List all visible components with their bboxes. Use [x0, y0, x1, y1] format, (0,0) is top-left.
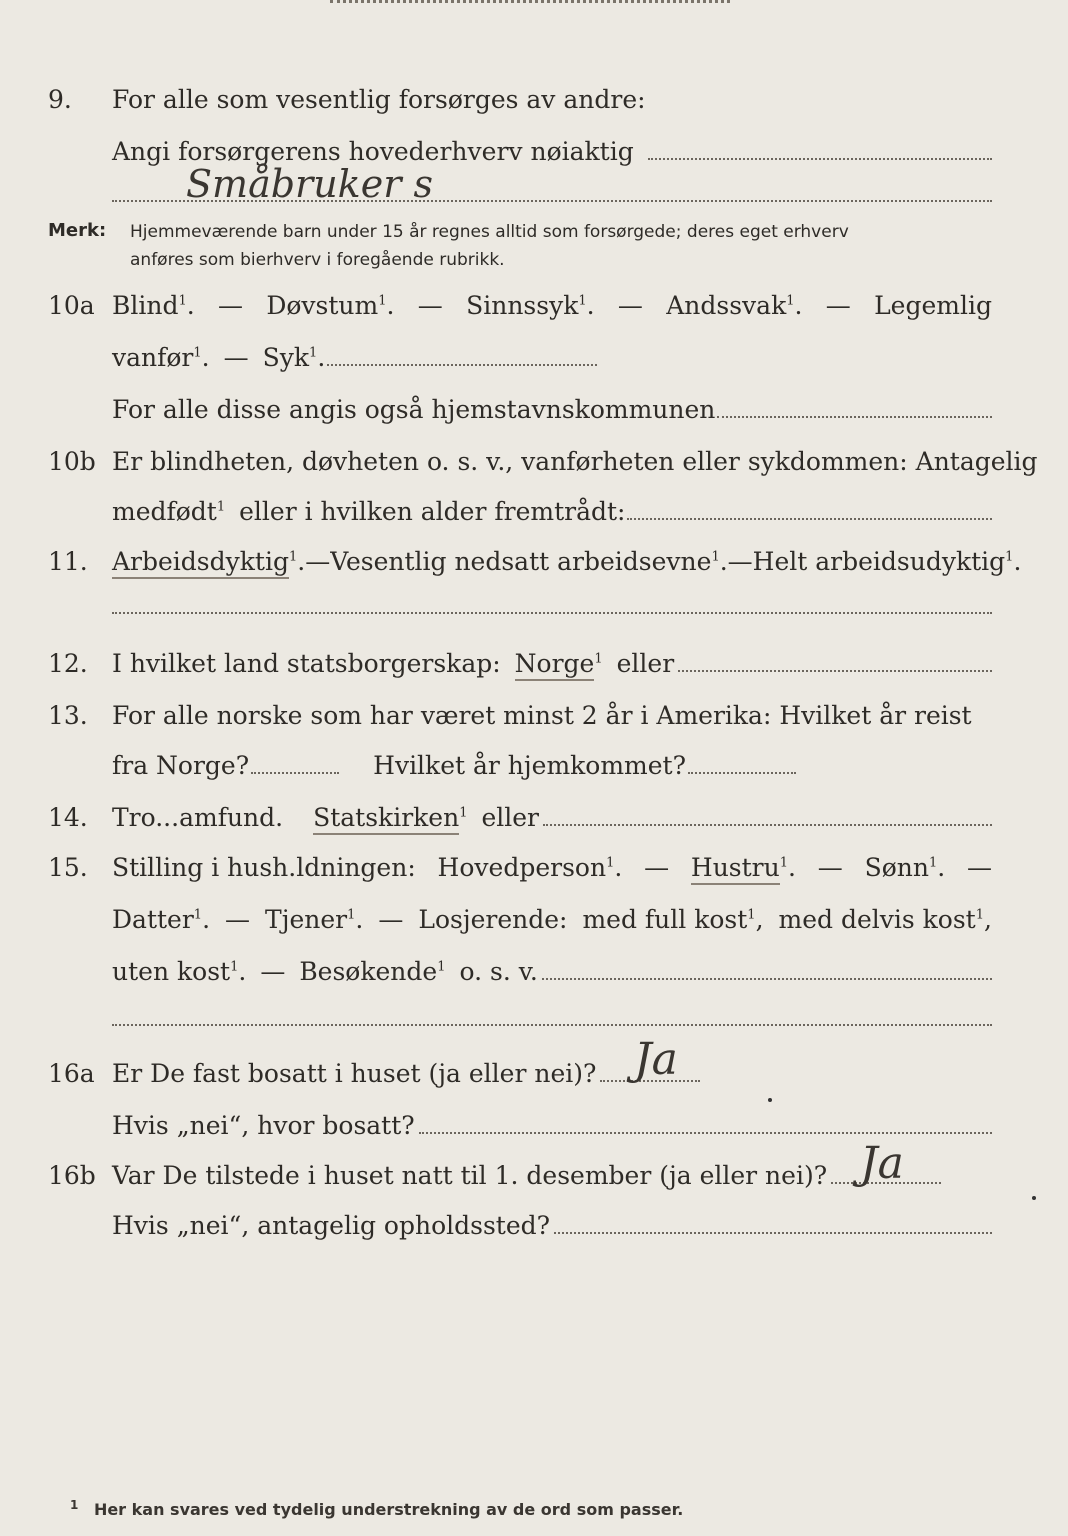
q15-uten-kost[interactable]: uten kost$^1$.	[112, 957, 247, 986]
q13-number: 13.	[48, 701, 88, 730]
q16a-hvis-nei: Hvis „nei“, hvor bosatt?	[112, 1111, 415, 1140]
q15-line3: uten kost$^1$. — Besøkende$^1$ o. s. v.	[112, 956, 992, 988]
q13-line2	[112, 750, 992, 782]
page-top-edge	[330, 0, 730, 9]
q10a-number: 10a	[48, 291, 95, 320]
q15-osv: o. s. v.	[459, 957, 538, 986]
q11-arbeidsdyktig[interactable]: Arbeidsdyktig$^1$.	[112, 546, 305, 578]
q11-udyktig[interactable]: Helt arbeidsudyktig$^1$.	[752, 547, 1022, 576]
q16a-line1	[112, 1058, 992, 1090]
q13-reist: fra Norge?	[112, 751, 250, 780]
q9-line1	[112, 84, 992, 116]
q10a-dovstum: Døvstum$^1$.	[266, 291, 395, 320]
q14-field[interactable]	[543, 824, 992, 826]
q9-handwritten-answer: Småbruker s	[186, 162, 433, 206]
q9-text2: Angi forsørgerens hovederhverv nøiaktig	[112, 137, 634, 166]
q12-field[interactable]	[678, 670, 992, 672]
q16a-number: 16a	[48, 1059, 95, 1088]
q12-norge[interactable]: Norge$^1$	[515, 648, 603, 680]
q11-answer-line[interactable]	[112, 612, 992, 614]
merk-line2: anføres som bierhverv i foregående rubrikk.	[130, 250, 505, 270]
q15-line2: Datter$^1$. — Tjener$^1$. — Losjerende: med full kost$^1$, med delvis kost$^1$,	[112, 905, 992, 934]
q13-line1	[112, 700, 992, 732]
q15-tjener[interactable]: Tjener$^1$.	[265, 905, 364, 934]
q14-line	[112, 802, 992, 834]
q14-text: Tro...amfund.	[112, 803, 284, 832]
q13-hjemkommet: Hvilket år hjemkommet?	[373, 751, 687, 780]
q15-stilling: Stilling i hush.ldningen:	[112, 853, 416, 882]
q13-reist-field[interactable]	[251, 772, 339, 774]
q15-hustru[interactable]: Hustru$^1$.	[691, 852, 796, 884]
q10b-medfodt: medfødt$^1$	[112, 497, 226, 526]
q13-text: For alle norske som har været minst 2 år i Amerika: Hvilket år reist	[112, 701, 972, 730]
q9-number: 9.	[48, 85, 72, 114]
q16b-text: Var De tilstede i huset natt til 1. desember (ja eller nei)?	[112, 1161, 828, 1190]
q15-answer-line[interactable]	[112, 1024, 992, 1026]
q14-eller: eller	[481, 803, 540, 832]
q15-sonn[interactable]: Sønn$^1$.	[864, 853, 946, 882]
q14-number: 14.	[48, 803, 88, 832]
q15-line1: Stilling i hush.ldningen: Hovedperson$^1$. — Hustru$^1$. — Sønn$^1$. —	[112, 852, 992, 884]
ink-speck	[768, 1098, 772, 1102]
q16a-text: Er De fast bosatt i huset (ja eller nei)?	[112, 1059, 597, 1088]
q15-full-kost[interactable]: med full kost$^1$,	[582, 905, 764, 934]
q11-line: Arbeidsdyktig$^1$. — Vesentlig nedsatt arbeidsevne$^1$. — Helt arbeidsudyktig$^1$.	[112, 546, 992, 578]
q10a-line1: Blind$^1$. — Døvstum$^1$. — Sinnssyk$^1$. — Andssvak$^1$. — Legemlig	[112, 291, 992, 320]
q10a-line3	[112, 394, 992, 426]
q13-hjemkommet-field[interactable]	[688, 772, 796, 774]
ink-speck	[1032, 1196, 1036, 1200]
q10a-andssvak: Andssvak$^1$.	[666, 291, 803, 320]
q11-number: 11.	[48, 547, 88, 576]
q12-line	[112, 648, 992, 680]
merk-line1: Hjemmeværende barn under 15 år regnes alltid som forsørgede; deres eget erhverv	[130, 222, 849, 242]
q10a-blind: Blind$^1$.	[112, 291, 195, 320]
q15-number: 15.	[48, 853, 88, 882]
q15-field[interactable]	[542, 978, 992, 980]
q15-besokende[interactable]: Besøkende$^1$	[299, 957, 446, 986]
q10a-line2: vanfør$^1$. — Syk$^1$.	[112, 342, 992, 374]
q10a-legemlig: Legemlig	[874, 291, 992, 320]
q10b-line1	[112, 446, 1038, 478]
q15-datter[interactable]: Datter$^1$.	[112, 905, 211, 934]
q16b-line2	[112, 1210, 992, 1242]
q16b-opphold-field[interactable]	[554, 1232, 992, 1234]
q15-losjerende: Losjerende:	[418, 905, 568, 934]
q10a-syk-field[interactable]	[327, 364, 597, 366]
q10a-syk: Syk$^1$.	[262, 343, 326, 372]
q9-text: For alle som vesentlig forsørges av andre:	[112, 85, 646, 114]
q16a-handwritten-answer: Ja	[634, 1034, 678, 1085]
q10b-field[interactable]	[627, 518, 992, 520]
footnote	[70, 1497, 684, 1519]
q16b-handwritten-answer: Ja	[860, 1138, 904, 1189]
q9-answer-line[interactable]	[112, 200, 992, 202]
q10b-line2	[112, 496, 992, 528]
q9-answer-field[interactable]	[648, 158, 992, 160]
q10b-number: 10b	[48, 447, 96, 476]
q12-text: I hvilket land statsborgerskap:	[112, 649, 501, 678]
q10a-hjemstavn-field[interactable]	[717, 416, 992, 418]
q16b-hvis-nei: Hvis „nei“, antagelig opholdssted?	[112, 1211, 551, 1240]
merk-label: Merk:	[48, 220, 107, 241]
q10a-sinnssyk: Sinnssyk$^1$.	[466, 291, 595, 320]
q10a-hjemstavn: For alle disse angis også hjemstavnskommunen	[112, 395, 716, 424]
q10a-vanfor: vanfør$^1$.	[112, 343, 210, 372]
q10b-text: Er blindheten, døvheten o. s. v., vanførheten eller sykdommen: Antagelig	[112, 447, 1038, 476]
q16a-bosatt-field[interactable]	[419, 1132, 992, 1134]
q14-statskirken[interactable]: Statskirken$^1$	[313, 802, 467, 834]
q15-hovedperson[interactable]: Hovedperson$^1$.	[437, 853, 623, 882]
footnote-mark: 1	[70, 1497, 79, 1512]
footnote-text: Her kan svares ved tydelig understrekning av de ord som passer.	[93, 1500, 684, 1519]
q12-eller: eller	[616, 649, 675, 678]
q16b-number: 16b	[48, 1161, 96, 1190]
q12-number: 12.	[48, 649, 88, 678]
q10b-alder: eller i hvilken alder fremtrådt:	[239, 497, 626, 526]
q11-nedsatt[interactable]: Vesentlig nedsatt arbeidsevne$^1$.	[330, 547, 728, 576]
q15-delvis-kost[interactable]: med delvis kost$^1$,	[778, 905, 992, 934]
